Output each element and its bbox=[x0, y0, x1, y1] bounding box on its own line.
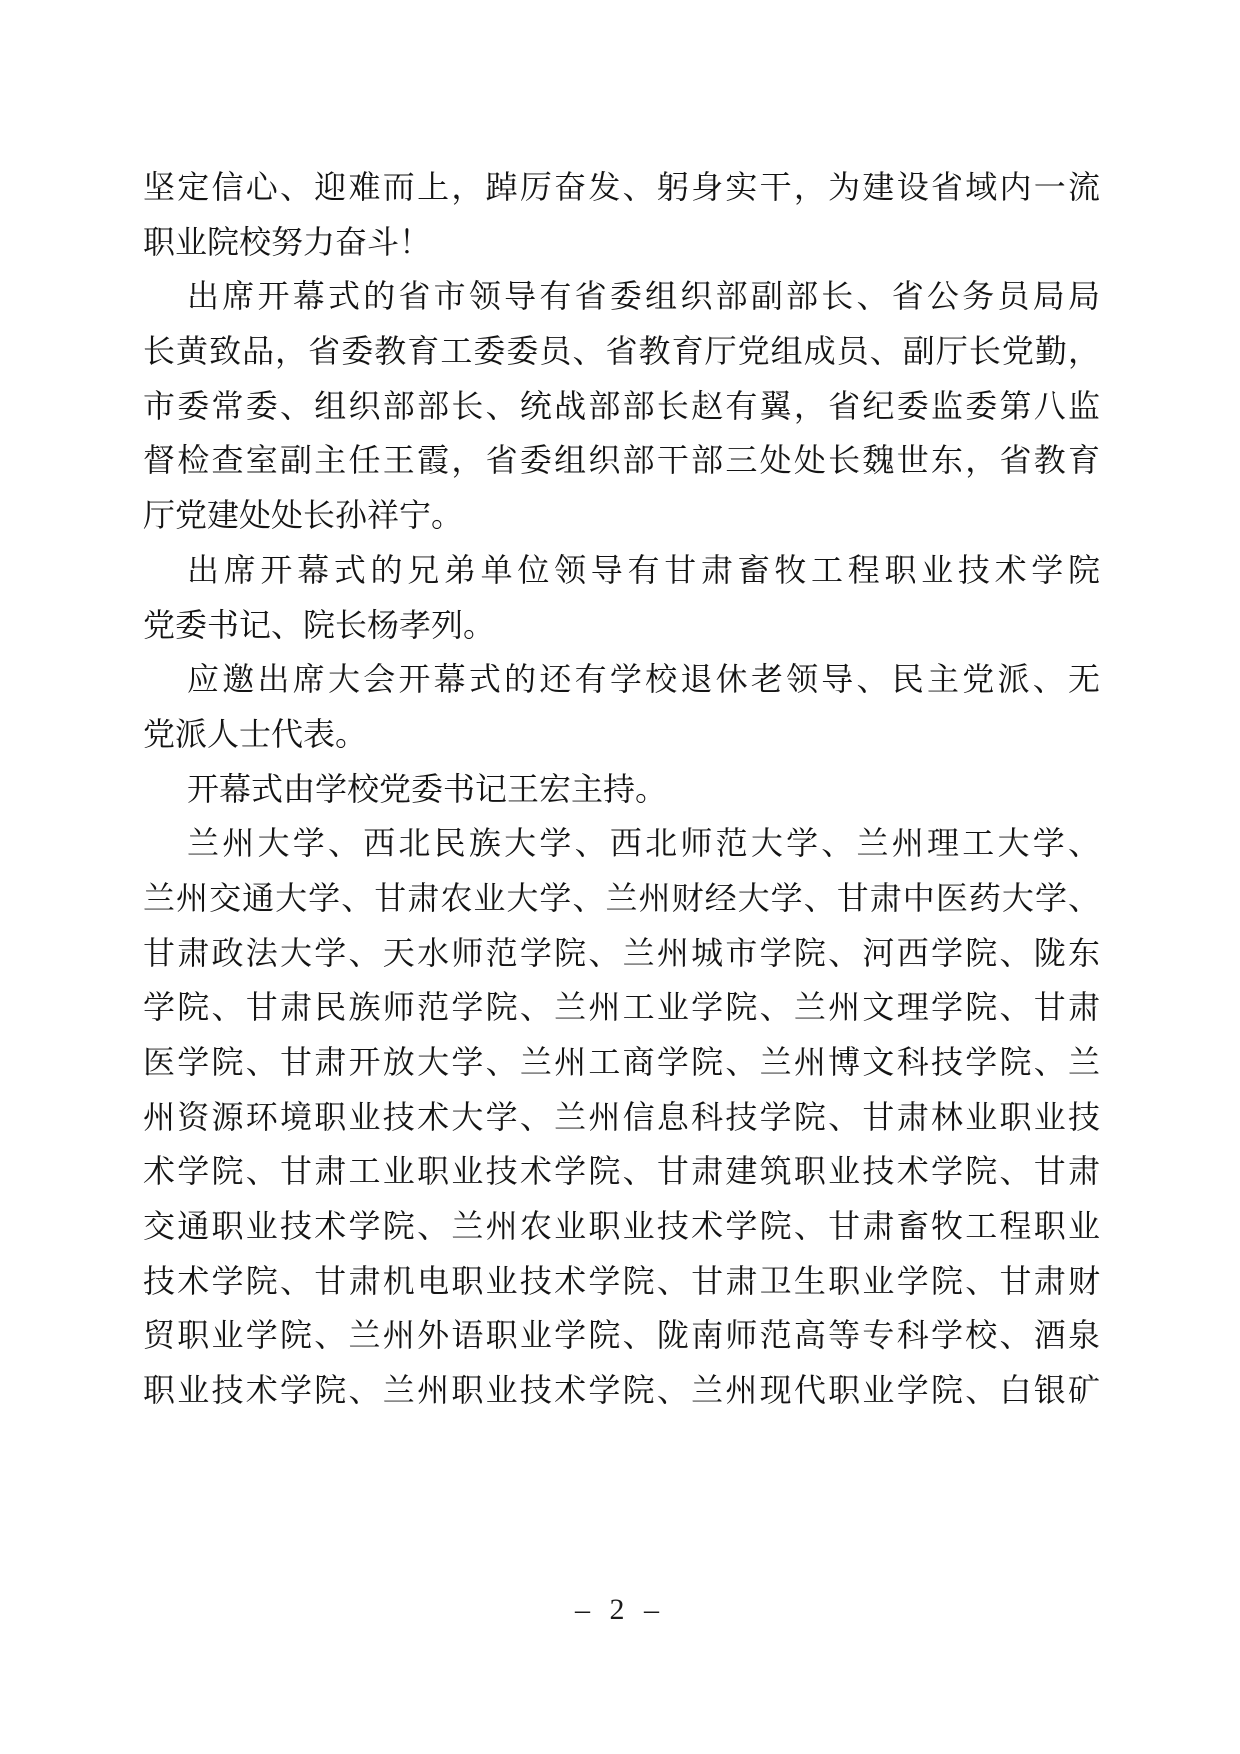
document-body bbox=[143, 160, 1100, 1418]
text-line: 学院、甘肃民族师范学院、兰州工业学院、兰州文理学院、甘肃 bbox=[143, 989, 1100, 1026]
text-line: 州资源环境职业技术大学、兰州信息科技学院、甘肃林业职业技 bbox=[143, 1098, 1100, 1135]
text-line: 长黄致品，省委教育工委委员、省教育厅党组成员、副厅长党勤， bbox=[143, 333, 1100, 370]
text-line: 督检查室副主任王霞，省委组织部干部三处处长魏世东，省教育 bbox=[143, 442, 1100, 479]
text-line: 职业院校努力奋斗！ bbox=[143, 223, 432, 260]
text-line: 甘肃政法大学、天水师范学院、兰州城市学院、河西学院、陇东 bbox=[143, 934, 1100, 971]
text-line: 厅党建处处长孙祥宁。 bbox=[143, 497, 464, 534]
text-line: 坚定信心、迎难而上，踔厉奋发、躬身实干，为建设省域内一流 bbox=[143, 169, 1100, 205]
text-line: 兰州大学、西北民族大学、西北师范大学、兰州理工大学、 bbox=[187, 825, 1100, 862]
text-line: 应邀出席大会开幕式的还有学校退休老领导、民主党派、无 bbox=[187, 661, 1100, 698]
text-line: 开幕式由学校党委书记王宏主持。 bbox=[187, 770, 668, 807]
text-line: 出席开幕式的兄弟单位领导有甘肃畜牧工程职业技术学院 bbox=[187, 551, 1100, 588]
text-line: 贸职业学院、兰州外语职业学院、陇南师范高等专科学校、酒泉 bbox=[143, 1317, 1100, 1354]
page-number: – 2 – bbox=[575, 1593, 665, 1626]
text-line: 技术学院、甘肃机电职业技术学院、甘肃卫生职业学院、甘肃财 bbox=[143, 1262, 1100, 1299]
text-line: 兰州交通大学、甘肃农业大学、兰州财经大学、甘肃中医药大学、 bbox=[143, 879, 1100, 916]
text-line: 医学院、甘肃开放大学、兰州工商学院、兰州博文科技学院、兰 bbox=[143, 1044, 1100, 1080]
text-line: 党委书记、院长杨孝列。 bbox=[143, 606, 496, 643]
text-line: 交通职业技术学院、兰州农业职业技术学院、甘肃畜牧工程职业 bbox=[143, 1208, 1100, 1245]
text-line: 出席开幕式的省市领导有省委组织部副部长、省公务员局局 bbox=[187, 278, 1100, 315]
text-line: 术学院、甘肃工业职业技术学院、甘肃建筑职业技术学院、甘肃 bbox=[143, 1153, 1100, 1190]
text-line: 市委常委、组织部部长、统战部部长赵有翼，省纪委监委第八监 bbox=[143, 387, 1100, 424]
text-line: 党派人士代表。 bbox=[143, 715, 368, 752]
text-line: 职业技术学院、兰州职业技术学院、兰州现代职业学院、白银矿 bbox=[143, 1372, 1100, 1409]
